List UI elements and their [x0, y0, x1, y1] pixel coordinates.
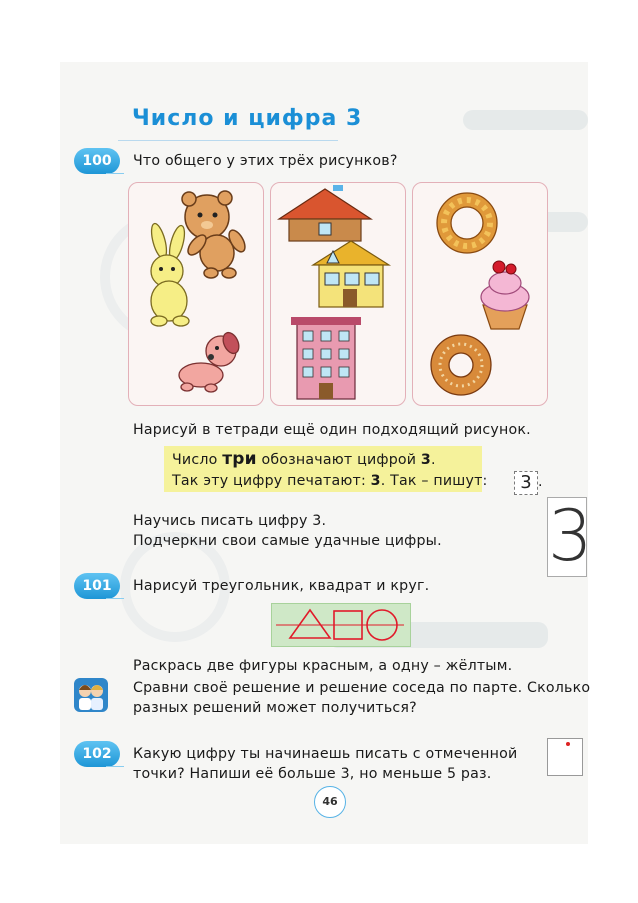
- page-number: 46: [314, 786, 346, 818]
- page-title: Число и цифра 3: [132, 106, 363, 131]
- picture-panel-pastries: [412, 182, 548, 406]
- task-101-color-task: Раскрась две фигуры красным, а одну – жёлтым.: [133, 658, 513, 674]
- handwritten-digit-three: 3: [548, 495, 593, 577]
- houses-illustration: [271, 183, 405, 405]
- cupcake-icon: [481, 261, 529, 329]
- bunny-icon: [149, 222, 189, 326]
- task-101-compare-line-1: Сравни своё решение и решение соседа по парте. Сколько: [133, 680, 591, 696]
- task-101-instruction: Нарисуй треугольник, квадрат и круг.: [133, 578, 430, 594]
- house-icon: [279, 185, 389, 399]
- toys-illustration: [129, 183, 263, 405]
- shapes-example-box: [271, 603, 411, 647]
- rule-line-1: Число три обозначают цифрой 3.: [172, 449, 436, 469]
- bagel-icon: [431, 335, 491, 395]
- handwriting-sample-box: [547, 495, 593, 577]
- written-digit-cell: 3: [514, 471, 538, 495]
- start-point-box: [547, 738, 583, 776]
- puppy-icon: [179, 330, 242, 392]
- practice-line-1: Научись писать цифру 3.: [133, 513, 327, 529]
- printed-digit-three: 3: [370, 473, 381, 489]
- picture-panel-houses: [270, 182, 406, 406]
- task-100-draw-instruction: Нарисуй в тетради ещё один подходящий рисунок.: [133, 422, 531, 438]
- triangle-icon: [290, 610, 330, 638]
- task-badge-102: 102: [74, 741, 120, 767]
- teddy-bear-icon: [182, 191, 248, 278]
- title-underline: [118, 140, 338, 141]
- picture-panel-toys: [128, 182, 264, 406]
- word-three: три: [222, 449, 257, 469]
- task-badge-100: 100: [74, 148, 120, 174]
- task-102-line-2: точки? Напиши её больше 3, но меньше 5 раз.: [133, 766, 492, 782]
- task-badge-101: 101: [74, 573, 120, 599]
- task-102-line-1: Какую цифру ты начинаешь писать с отмеченной: [133, 746, 518, 762]
- start-dot-icon: [566, 742, 570, 746]
- rule-line-2: Так эту цифру печатают: 3. Так – пишут:: [172, 473, 488, 489]
- task-101-compare-line-2: разных решений может получиться?: [133, 700, 417, 716]
- shapes-illustration: [272, 604, 410, 646]
- donut-icon: [437, 193, 497, 253]
- written-digit-period: .: [538, 474, 543, 490]
- pastries-illustration: [413, 183, 547, 405]
- task-100-question: Что общего у этих трёх рисунков?: [133, 153, 398, 169]
- kids-pair-icon: [74, 678, 108, 712]
- digit-three-bold: 3: [420, 452, 431, 468]
- practice-line-2: Подчеркни свои самые удачные цифры.: [133, 533, 442, 549]
